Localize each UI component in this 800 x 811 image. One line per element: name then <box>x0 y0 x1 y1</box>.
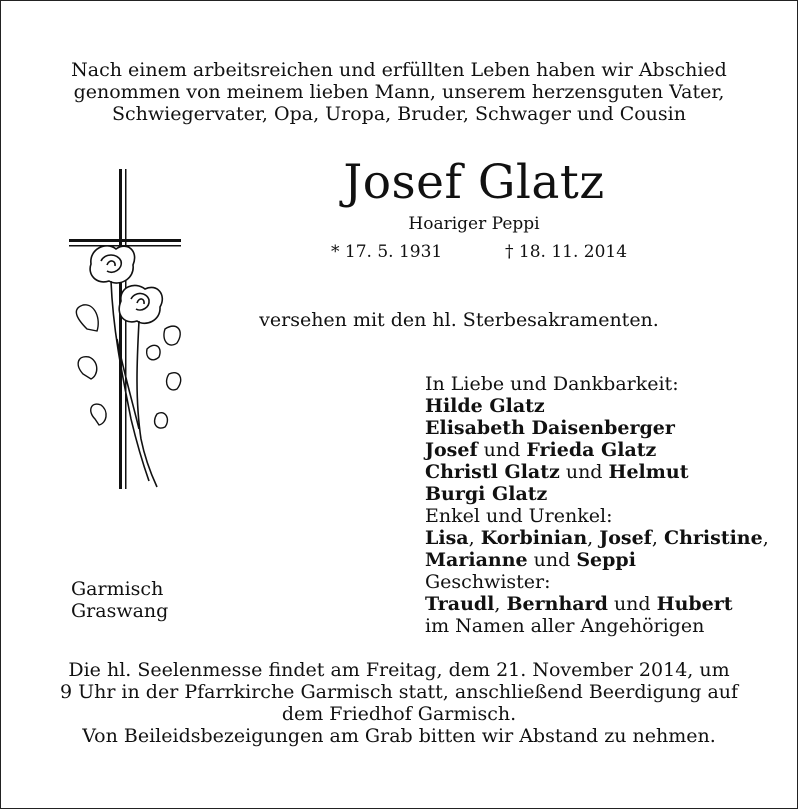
mourner-name: Josef <box>425 439 478 461</box>
deceased-name: Josef Glatz <box>343 155 605 210</box>
separator: , <box>762 527 769 549</box>
grandchild-name: Marianne <box>425 549 528 571</box>
intro-line: Nach einem arbeitsreichen und erfüllten Leben haben wir Abschied <box>71 59 727 81</box>
place-name: Garmisch <box>71 578 164 600</box>
mourner-line <box>425 461 769 483</box>
closing-text <box>21 659 777 747</box>
mourner-name: Christl Glatz <box>425 461 560 483</box>
separator: , <box>468 527 481 549</box>
mourners-heading: In Liebe und Dankbarkeit: <box>425 373 679 395</box>
separator: , <box>587 527 600 549</box>
separator: , <box>651 527 664 549</box>
family-note: im Namen aller Angehörigen <box>425 615 705 637</box>
grandchild-name: Lisa <box>425 527 469 549</box>
deceased-nickname: Hoariger Peppi <box>408 214 540 234</box>
sacraments-note: versehen mit den hl. Sterbesakramenten. <box>259 309 659 331</box>
sibling-name: Hubert <box>656 593 733 615</box>
death-date: † 18. 11. 2014 <box>505 242 628 262</box>
conjunction: und <box>607 593 657 615</box>
mourners-list <box>425 373 769 637</box>
intro-text <box>21 59 777 125</box>
conjunction: und <box>477 439 527 461</box>
mourner-name: Frieda Glatz <box>526 439 657 461</box>
intro-line: Schwiegervater, Opa, Uropa, Bruder, Schwager und Cousin <box>112 103 686 125</box>
grandchild-name: Korbinian <box>480 527 588 549</box>
birth-date: * 17. 5. 1931 <box>331 242 443 262</box>
closing-line: Von Beileidsbezeigungen am Grab bitten wir Abstand zu nehmen. <box>82 725 716 747</box>
mourner-name: Helmut <box>608 461 689 483</box>
siblings-heading: Geschwister: <box>425 571 551 593</box>
closing-line: Die hl. Seelenmesse findet am Freitag, dem 21. November 2014, um <box>68 659 730 681</box>
place-name: Graswang <box>71 600 169 622</box>
mourner-name: Hilde Glatz <box>425 395 545 417</box>
closing-line: 9 Uhr in der Pfarrkirche Garmisch statt, anschließend Beerdigung auf <box>59 681 739 703</box>
grandchild-name: Seppi <box>576 549 636 571</box>
mourner-name: Burgi Glatz <box>425 483 548 505</box>
siblings-line <box>425 593 769 615</box>
places <box>71 578 168 622</box>
grandchildren-line <box>425 527 769 549</box>
conjunction: und <box>527 549 577 571</box>
sibling-name: Traudl <box>425 593 495 615</box>
mourner-name: Elisabeth Daisenberger <box>425 417 675 439</box>
grandchildren-heading: Enkel und Urenkel: <box>425 505 613 527</box>
closing-line: dem Friedhof Garmisch. <box>281 703 517 725</box>
mourner-line <box>425 439 769 461</box>
cross-with-roses-icon <box>61 169 191 489</box>
grandchild-name: Christine <box>663 527 763 549</box>
sibling-name: Bernhard <box>506 593 608 615</box>
separator: , <box>494 593 507 615</box>
grandchildren-line <box>425 549 769 571</box>
intro-line: genommen von meinem lieben Mann, unserem herzensguten Vater, <box>73 81 725 103</box>
grandchild-name: Josef <box>599 527 652 549</box>
conjunction: und <box>559 461 609 483</box>
